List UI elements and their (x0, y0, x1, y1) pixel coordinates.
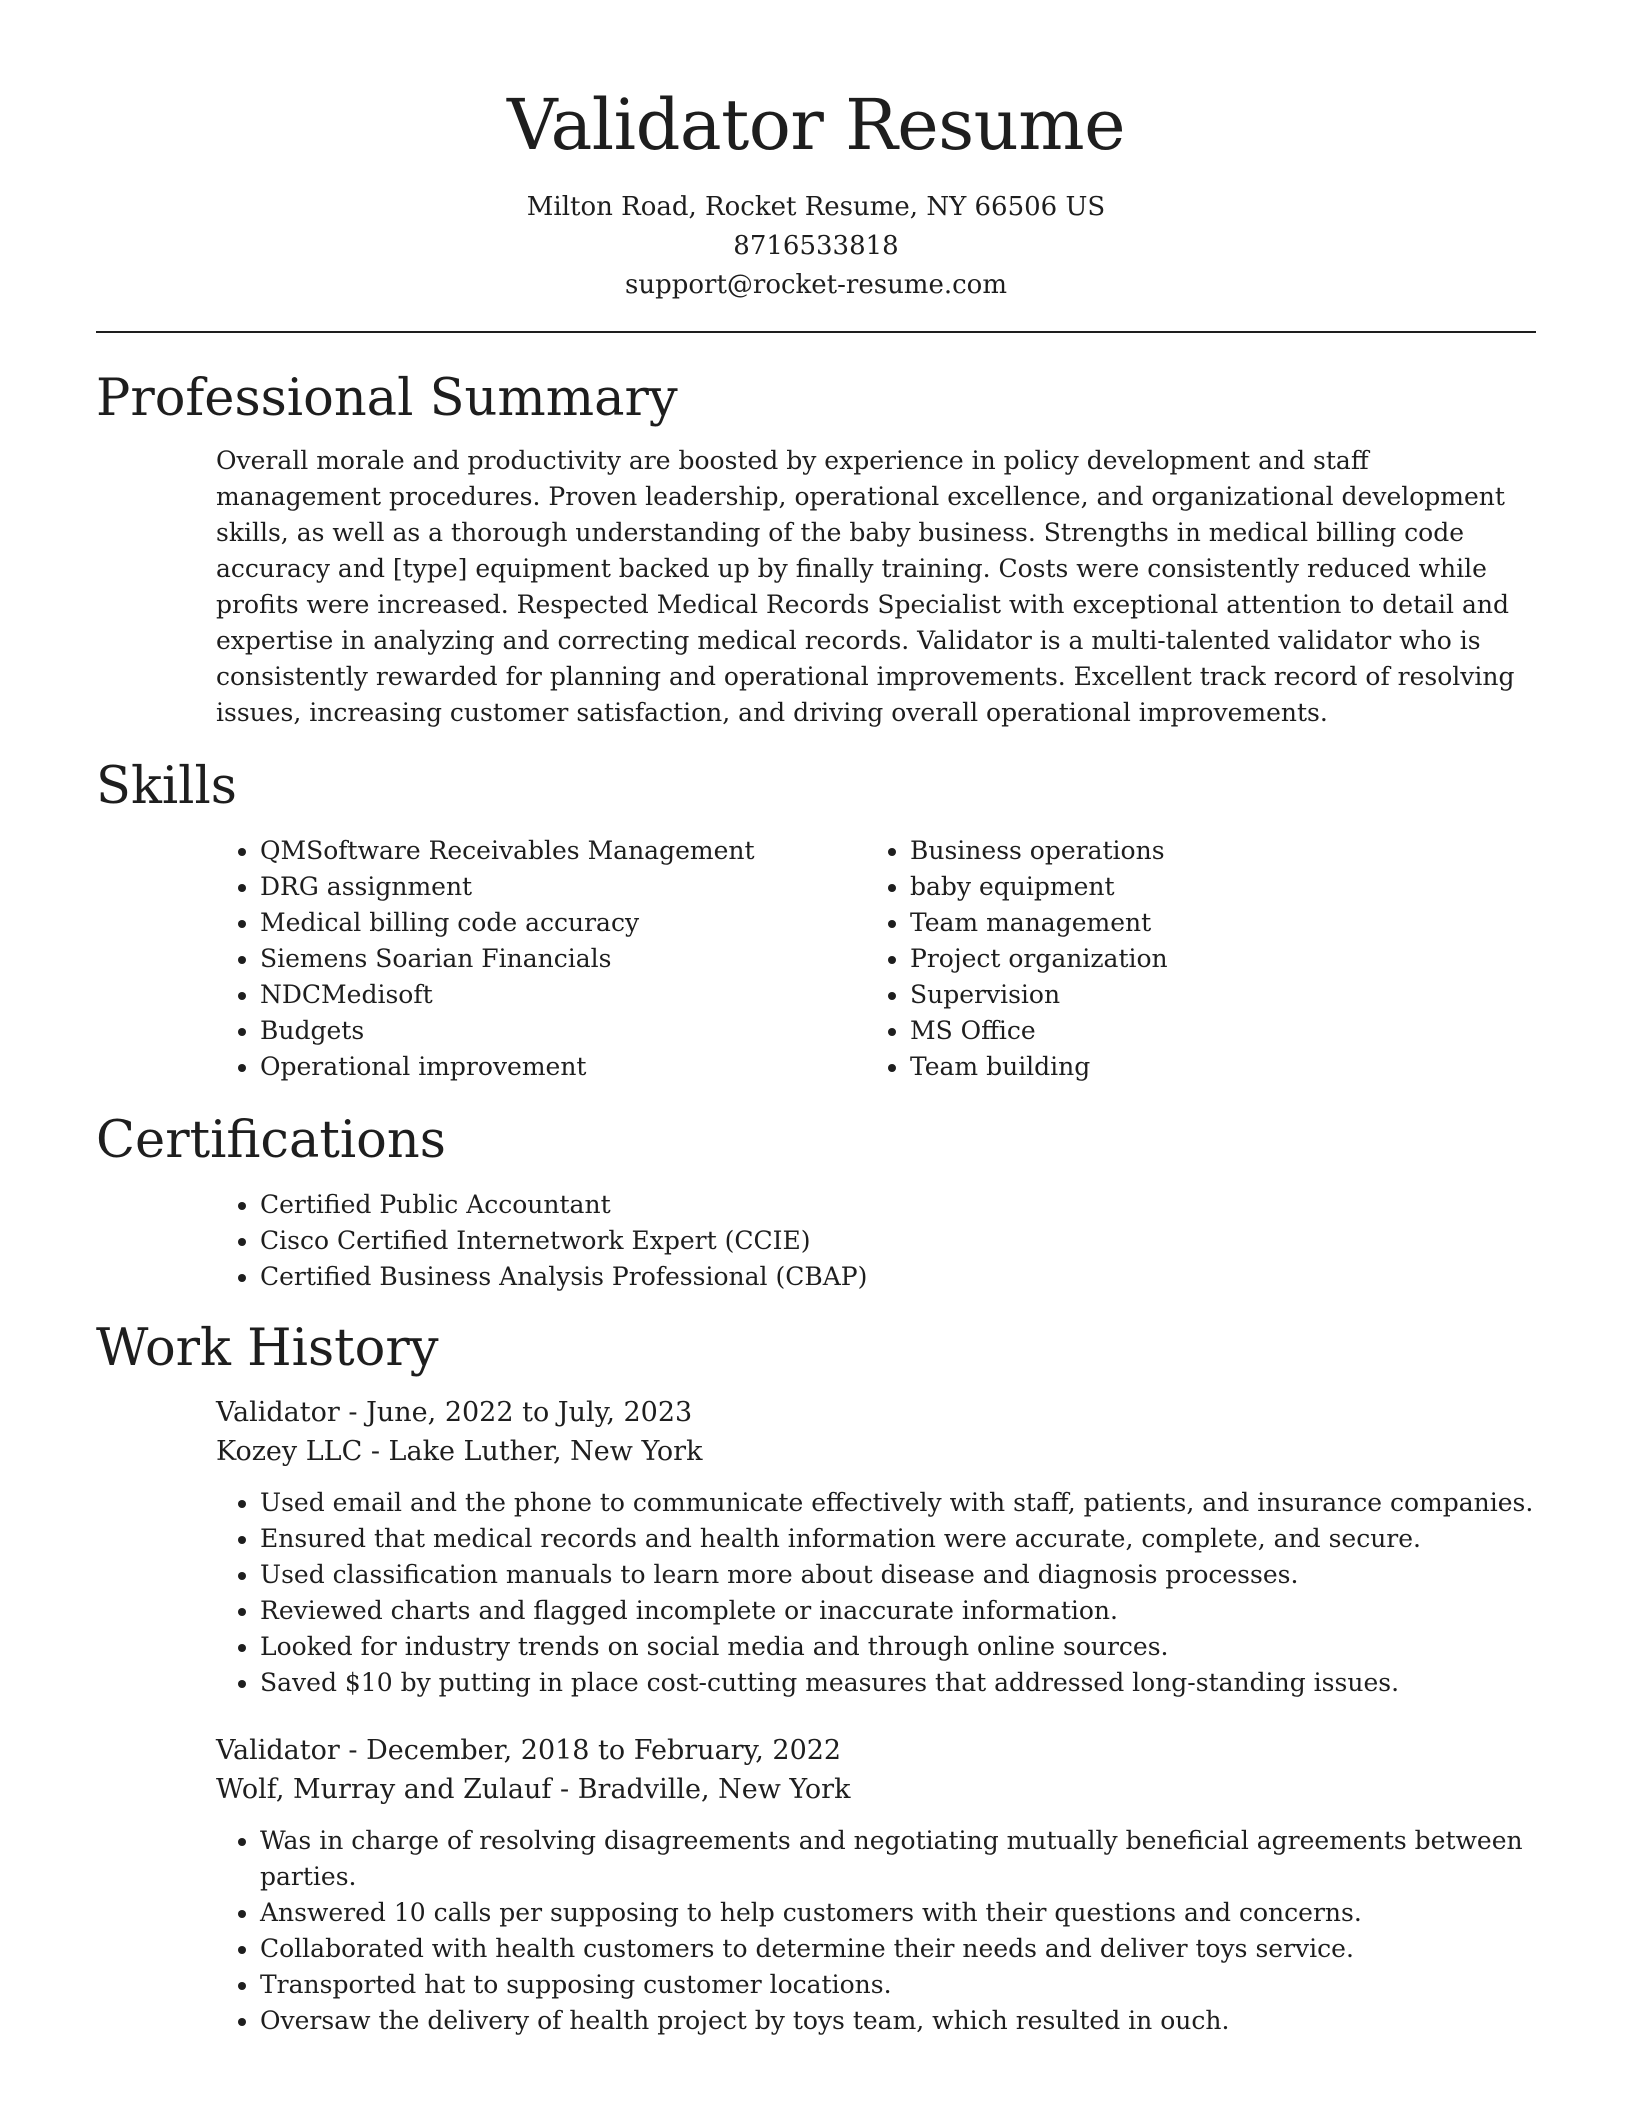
job-role: Validator (216, 1735, 340, 1766)
job-bullet: • Ensured that medical records and health information were accurate, complete, and secure. (260, 1521, 1536, 1557)
skill-item: • Business operations (910, 833, 1516, 869)
job-bullet: • Saved $10 by putting in place cost-cutting measures that addressed long-standing issues. (260, 1665, 1536, 1701)
skills-column-right (866, 833, 1516, 1085)
skill-item: • DRG assignment (260, 869, 866, 905)
header-divider (96, 331, 1536, 333)
skill-item: • Supervision (910, 977, 1516, 1013)
skill-item: • Team management (910, 905, 1516, 941)
job-company-line (216, 1770, 1536, 1809)
job-title-line (216, 1393, 1536, 1432)
job-company-line (216, 1432, 1536, 1471)
skill-item: • Medical billing code accuracy (260, 905, 866, 941)
job-bullet: • Oversaw the delivery of health project by toys team, which resulted in ouch. (260, 2003, 1536, 2039)
skill-item: • QMSoftware Receivables Management (260, 833, 866, 869)
skill-item: • Operational improvement (260, 1049, 866, 1085)
job-bullet: • Transported hat to supposing customer locations. (260, 1967, 1536, 2003)
certifications-section (96, 1109, 1536, 1295)
contact-phone: 8716533818 (733, 231, 899, 261)
skill-item: • Budgets (260, 1013, 866, 1049)
certifications-list (216, 1187, 1536, 1295)
skill-item: • baby equipment (910, 869, 1516, 905)
skills-list-left (216, 833, 866, 1085)
job-bullet: • Was in charge of resolving disagreements and negotiating mutually beneficial agreements between parties. (260, 1823, 1536, 1895)
contact-email: support@rocket-resume.com (624, 270, 1007, 300)
job-bullet: • Used classification manuals to learn more about disease and diagnosis processes. (260, 1557, 1536, 1593)
job-bullets (216, 1823, 1536, 2039)
skill-item: • Team building (910, 1049, 1516, 1085)
skill-item: • NDCMedisoft (260, 977, 866, 1013)
contact-address: Milton Road, Rocket Resume, NY 66506 US (526, 192, 1106, 222)
work-history-title: Work History (96, 1319, 439, 1378)
job-bullet: • Collaborated with health customers to determine their needs and deliver toys service. (260, 1931, 1536, 1967)
job-role: Validator (216, 1397, 340, 1428)
skills-grid (216, 833, 1536, 1085)
job-bullet: • Used email and the phone to communicate effectively with staff, patients, and insurance companies. (260, 1485, 1536, 1521)
resume-name: Validator Resume (506, 84, 1126, 166)
certification-item: • Cisco Certified Internetwork Expert (CCIE) (260, 1223, 1536, 1259)
certification-item: • Certified Public Accountant (260, 1187, 1536, 1223)
summary-text: Overall morale and productivity are boosted by experience in policy development and staff management procedures. Proven leadership, operational excellence, and organizational development skills, as well as a thorough understanding of the baby business. Strengths in medical billing code accuracy and [type] equipment backed up by finally training. Costs were consistently reduced while profits were increased. Respected Medical Records Specialist with exceptional attention to detail and expertise in analyzing and correcting medical records. Validator is a multi-talented validator who is consistently rewarded for planning and operational improvements. Excellent track record of resolving issues, increasing customer satisfaction, and driving overall operational improvements. (216, 446, 1515, 727)
work-history-section (96, 1317, 1536, 2039)
job-location: - Bradville, New York (551, 1774, 851, 1805)
skill-item: • Siemens Soarian Financials (260, 941, 866, 977)
certifications-title: Certifications (96, 1111, 446, 1170)
contact-info (96, 188, 1536, 305)
skills-section (96, 755, 1536, 1085)
summary-section (96, 367, 1536, 731)
job-company: Wolf, Murray and Zulauf (216, 1774, 552, 1805)
job-dates: - December, 2018 to February, 2022 (339, 1735, 842, 1766)
resume-header (96, 80, 1536, 305)
skill-item: • Project organization (910, 941, 1516, 977)
job-dates: - June, 2022 to July, 2023 (339, 1397, 693, 1428)
skills-list-right (866, 833, 1516, 1085)
summary-title: Professional Summary (96, 369, 678, 428)
job-bullet: • Reviewed charts and flagged incomplete or inaccurate information. (260, 1593, 1536, 1629)
job-bullets (216, 1485, 1536, 1701)
skill-item: • MS Office (910, 1013, 1516, 1049)
summary-body (96, 443, 1536, 731)
job-entry (96, 1731, 1536, 2039)
job-entry (96, 1393, 1536, 1701)
skills-title: Skills (96, 757, 237, 816)
job-bullet: • Answered 10 calls per supposing to help customers with their questions and concerns. (260, 1895, 1536, 1931)
job-company: Kozey LLC (216, 1436, 363, 1467)
certifications-body (96, 1187, 1536, 1295)
job-bullet: • Looked for industry trends on social media and through online sources. (260, 1629, 1536, 1665)
job-location: - Lake Luther, New York (362, 1436, 703, 1467)
certification-item: • Certified Business Analysis Professional (CBAP) (260, 1259, 1536, 1295)
job-title-line (216, 1731, 1536, 1770)
skills-body (96, 833, 1536, 1085)
skills-column-left (216, 833, 866, 1085)
